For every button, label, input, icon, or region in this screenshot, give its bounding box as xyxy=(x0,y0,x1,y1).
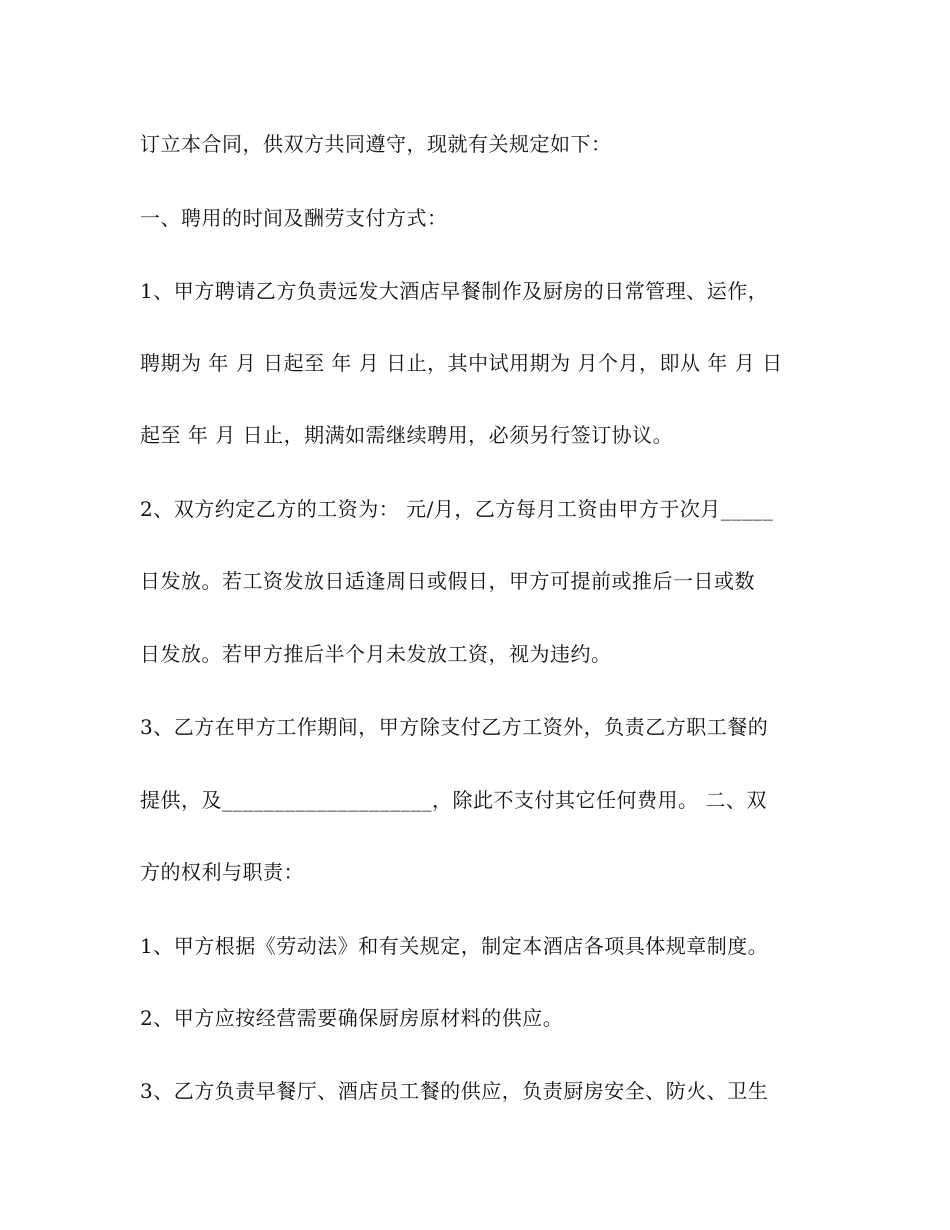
text-line: 聘期为 年 月 日起至 年 月 日止，其中试用期为 月个月，即从 年 月 日 xyxy=(140,351,783,375)
text-line: 3、乙方负责早餐厅、酒店员工餐的供应，负责厨房安全、防火、卫生 xyxy=(140,1079,769,1103)
text-line: 1、甲方根据《劳动法》和有关规定，制定本酒店各项具体规章制度。 xyxy=(140,934,769,958)
text-line: 1、甲方聘请乙方负责远发大酒店早餐制作及厨房的日常管理、运作， xyxy=(140,279,769,303)
text-line: 一、聘用的时间及酬劳支付方式： xyxy=(140,206,448,230)
text-line: 2、甲方应按经营需要确保厨房原材料的供应。 xyxy=(140,1006,564,1030)
text-line: 日发放。若工资发放日适逢周日或假日，甲方可提前或推后一日或数 xyxy=(140,569,755,593)
text-line: 2、双方约定乙方的工资为： 元/月，乙方每月工资由甲方于次月_____ xyxy=(140,497,774,521)
text-line: 方的权利与职责： xyxy=(140,860,304,884)
text-line: 起至 年 月 日止，期满如需继续聘用，必须另行签订协议。 xyxy=(140,423,674,447)
text-line: 3、乙方在甲方工作期间，甲方除支付乙方工资外，负责乙方职工餐的 xyxy=(140,715,769,739)
text-line: 日发放。若甲方推后半个月未发放工资，视为违约。 xyxy=(140,642,612,666)
text-line: 订立本合同，供双方共同遵守，现就有关规定如下： xyxy=(140,132,612,156)
text-line: 提供，及____________________，除此不支付其它任何费用。 二、双 xyxy=(140,788,767,812)
